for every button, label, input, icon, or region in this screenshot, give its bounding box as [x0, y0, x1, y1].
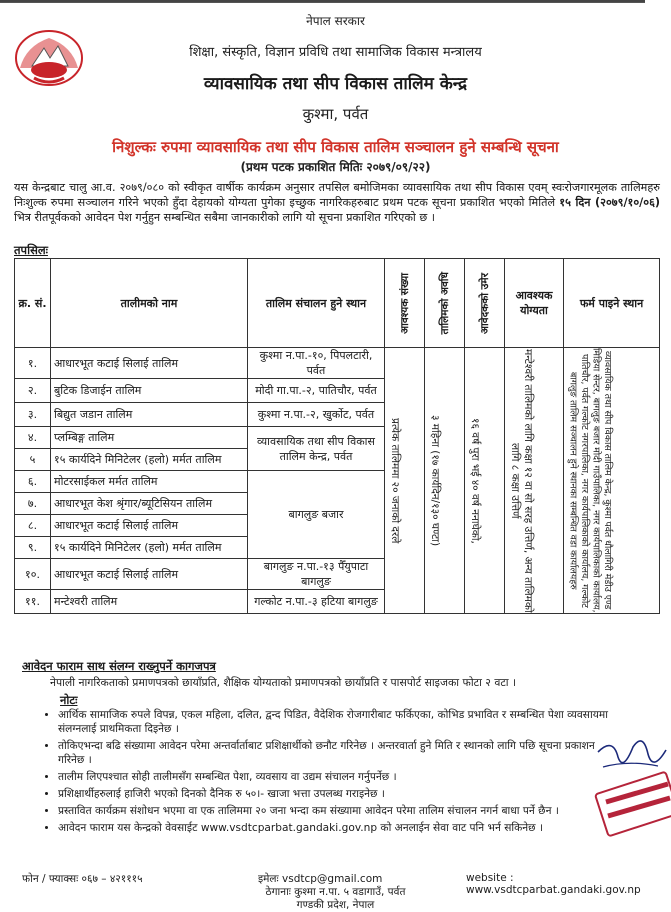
header-seats-label: आवश्यक संख्या	[398, 272, 411, 334]
notice-intro-paragraph	[14, 180, 660, 225]
merged-age	[465, 348, 505, 614]
row-sn: २.	[15, 379, 51, 403]
government-name: नेपाल सरकार	[306, 14, 365, 28]
notice-publish-date: (प्रथम पटक प्रकाशित मितिः २०७९/०९/२२)	[240, 160, 431, 174]
row-sn: ८.	[15, 515, 51, 537]
row-sn: ३.	[15, 403, 51, 427]
header-age-label: आवेदकको उमेर	[478, 272, 491, 334]
note-item: • आर्थिक सामाजिक रुपले विपन्न, एकल महिला, दलित, द्वन्द पिडित, वैदेशिक रोजगारीबाट फर्किएका, कोभिड प्रभावित र सम्बन्धित पेशा व्यवसायमा संलग्नलाई प्राथमिकता दिइनेछ ।	[58, 708, 618, 736]
row-sn: ९.	[15, 537, 51, 559]
row-sn: ४.	[15, 427, 51, 449]
header-sn: क्र. सं.	[15, 259, 51, 348]
center-place: कुश्मा, पर्वत	[302, 105, 369, 123]
note-item: • तोकिएभन्दा बढि संख्यामा आवेदन परेमा अन्तर्वार्ताबाट प्रशिक्षार्थीको छनौट गरिनेछ । अन्तरवार्ता हुने मिति र स्थानको लागि पछि सूचना प्रकाशन गरिनेछ ।	[58, 739, 618, 767]
merged-qualification-text: मन्टेश्वरी तालिमको लागि कक्षा १२ वा सो सरह उत्तिर्ण, अन्य तालिमको लागि ८ कक्षा उत्तिर्ण	[509, 348, 534, 613]
row-name: बुटिक डिजाईन तालिम	[51, 379, 248, 403]
row-name: आधारभूत केश श्रृंगार/ब्यूटिसियन तालिम	[51, 493, 248, 515]
merged-form-place	[564, 348, 660, 614]
row-sn: ५	[15, 449, 51, 471]
merged-seats	[385, 348, 425, 614]
header-seats	[385, 259, 425, 348]
intro-deadline: १५ दिन (२०७९/१०/०६)	[559, 196, 660, 209]
row-sn: ११.	[15, 590, 51, 614]
row-location: कुश्मा न.पा.-२, खुर्कोट, पर्वत	[248, 403, 385, 427]
merged-seats-text: प्रत्येक तालिममा २० जनाको दरले	[389, 417, 401, 544]
row-location: मोदी गा.पा.-२, पातिचौर, पर्वत	[248, 379, 385, 403]
merged-form-place-text: व्यावसायिक तथा सीप विकास तालिम केन्द्र, कुश्मा पर्वत धौलागिरी मेडीउ एण्ड मिडिया सेन्टर, बागलुङ बजार मोदी गाउँपालिका, नगर कार्यपालिकाको कार्यालय, पातिचौर, पर्वत गल्कोट नगरपालिका, नगर कार्यपालिकाको कार्यालय, गल्कोट बागलुङ तालिम सञ्चालन हुने स्थानका सम्बन्धित वडा कार्यालयहरु	[567, 348, 613, 613]
header-age	[465, 259, 505, 348]
header-location: तालिम संचालन हुने स्थान	[248, 259, 385, 348]
header-name: तालीमको नाम	[51, 259, 248, 348]
notes-list	[42, 708, 618, 838]
documents-list	[50, 676, 650, 690]
row-name: आधारभूत कटाई सिलाई तालिम	[51, 348, 248, 379]
footer-email: इमेलः vsdtcp@gmail.com	[258, 873, 383, 885]
documents-item: नेपाली नागरिकताको प्रमाणपत्रको छायाँप्रति, शैक्षिक योग्यताको प्रमाणपत्रको छायाँप्रति र पासपोर्ट साइजका फोटा २ वटा ।	[50, 676, 517, 689]
row-sn: ६.	[15, 471, 51, 493]
row-location: व्यावसायिक तथा सीप विकास तालिम केन्द्र, पर्वत	[248, 427, 385, 471]
row-name: मोटरसाईकल मर्मत तालिम	[51, 471, 248, 493]
row-location: कुश्मा न.पा.-१०, पिपलटारी, पर्वत	[248, 348, 385, 379]
note-item: • तालीम लिएपश्चात सोही तालीमसँग सम्बन्धित पेशा, व्यवसाय वा उद्यम संचालन गर्नुपर्नेछ ।	[58, 770, 618, 784]
intro-text-start: यस केन्द्रबाट चालु आ.व. २०७९/०८० को स्वीकृत वार्षीक कार्यक्रम अनुसार तपसिल बमोजिमका व्यावसायिक तथा सीप विकास एवम् स्वःरोजगारमूलक तालिमहरु निःशुल्क रुपमा सञ्चालन गरिने भएको हुँदा देहायको योग्यता पुगेका इच्छुक नागरिकहरुबाट प्रथम पटक सूचना प्रकाशित भएको मितिले	[14, 181, 660, 209]
row-sn: १०.	[15, 559, 51, 590]
header-form-place: फर्म पाइने स्थान	[564, 259, 660, 348]
ministry-name: शिक्षा, संस्कृति, विज्ञान प्रविधि तथा सामाजिक विकास मन्त्रालय	[189, 45, 482, 60]
documents-title: आवेदन फाराम साथ संलग्न राख्नुपर्ने कागजपत्र	[22, 659, 216, 673]
signature-stamp-image	[588, 732, 671, 852]
note-item: • प्रस्तावित कार्यक्रम संशोधन भएमा वा एक तालिममा २० जना भन्दा कम संख्यामा आवेदन परेमा तालिम संचालन नगर्न बाधा पर्ने छैन ।	[58, 804, 618, 818]
table-row	[15, 348, 660, 379]
footer-divider	[0, 2, 645, 3]
row-location: बागलुङ बजार	[248, 471, 385, 559]
table-header-row	[15, 259, 660, 348]
note-title: नोटः	[60, 693, 78, 707]
center-name: व्यावसायिक तथा सीप विकास तालिम केन्द्र	[203, 74, 468, 94]
row-location: गल्कोट न.पा.-३ हटिया बागलुङ	[248, 590, 385, 614]
merged-qualification	[505, 348, 564, 614]
merged-duration-text: ३ महिना (१७ कार्यदिन/१३० घण्टा)	[429, 414, 441, 547]
row-name: १५ कार्यदिने मिनिटेलर (हलो) मर्मत तालिम	[51, 537, 248, 559]
row-name: बिद्युत जडान तालिम	[51, 403, 248, 427]
row-name: आधारभूत कटाई सिलाई तालिम	[51, 559, 248, 590]
row-name: प्लम्बिङ्ग तालिम	[51, 427, 248, 449]
row-location: बागलुङ न.पा.-१३ पैँयुपाटा बागलुङ	[248, 559, 385, 590]
training-table	[14, 258, 660, 614]
row-name: मन्टेश्वरी तालिम	[51, 590, 248, 614]
row-sn: ७.	[15, 493, 51, 515]
row-name: १५ कार्यदिने मिनिटेलर (हलो) मर्मत तालिम	[51, 449, 248, 471]
schedule-label: तपसिलः	[14, 243, 48, 257]
footer-province: गण्डकी प्रदेश, नेपाल	[296, 899, 375, 911]
header-duration	[425, 259, 465, 348]
footer-website: website : www.vsdtcparbat.gandaki.gov.np	[466, 872, 641, 896]
note-item: • आवेदन फाराम यस केन्द्रको वेवसाईट www.vsdtcparbat.gandaki.gov.np को अनलाईन सेवा वाट पनि भर्न सकिनेछ ।	[58, 821, 618, 835]
header-duration-label: तालिमको अवधि	[438, 271, 451, 335]
merged-duration	[425, 348, 465, 614]
merged-age-text: १६ वर्ष पुरा भई ४० वर्ष ननाघेको,	[469, 417, 481, 544]
footer-phone: फोन / फ्याक्सः ०६७ – ४२१११५	[22, 873, 143, 885]
row-sn: १.	[15, 348, 51, 379]
footer-address: ठेगानाः कुश्मा न.पा. ५ वडागाउँ, पर्वत	[265, 886, 406, 898]
header-qualification: आवश्यक योग्यता	[505, 259, 564, 348]
note-item: • प्रशिक्षार्थीहरुलाई हाजिरी भएको दिनको दैनिक रु ५०।- खाजा भत्ता उपलब्ध गराइनेछ ।	[58, 787, 618, 801]
intro-text-end: भित्र रीतपूर्वकको आवेदन पेश गर्नुहुन सम्बन्धित सबैमा जानकारीको लागि यो सूचना प्रकाशित गरिएको छ ।	[14, 211, 436, 224]
row-name: आधारभूत कटाई सिलाई तालिम	[51, 515, 248, 537]
notice-title: निशुल्कः रुपमा व्यावसायिक तथा सीप विकास तालिम सञ्चालन हुने सम्बन्धि सूचना	[112, 138, 559, 156]
